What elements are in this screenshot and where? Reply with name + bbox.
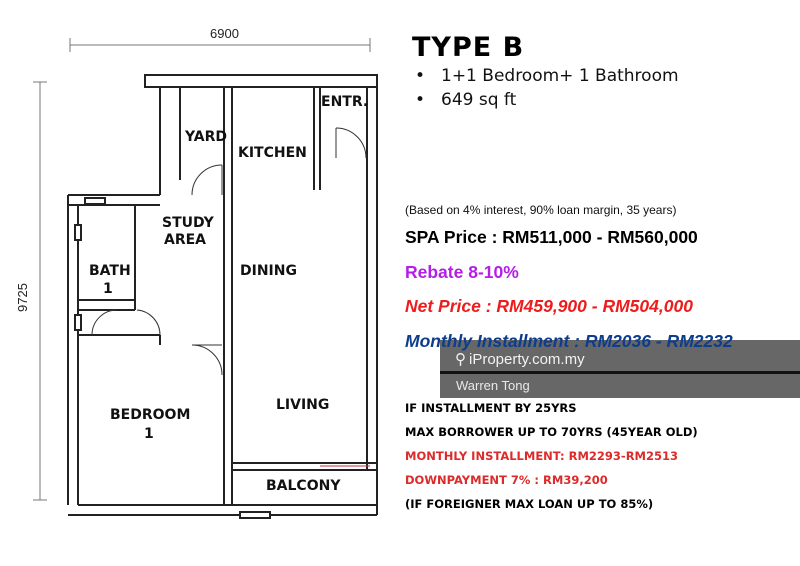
room-label-study-1: STUDY — [162, 215, 214, 231]
room-label-study-2: AREA — [164, 232, 207, 248]
watermark-logo — [455, 350, 585, 368]
bullet-icon: • — [415, 90, 426, 110]
alt-plan-borrower: MAX BORROWER UP TO 70YRS (45YEAR OLD) — [405, 425, 698, 439]
room-label-bedroom-1: BEDROOM — [110, 407, 191, 423]
alt-plan-title: IF INSTALLMENT BY 25YRS — [405, 401, 577, 415]
room-label-balcony: BALCONY — [266, 478, 341, 494]
room-label-entrance: ENTR. — [321, 94, 369, 110]
doors — [92, 128, 366, 375]
rebate: Rebate 8-10% — [405, 262, 519, 282]
room-label-living: LIVING — [276, 397, 330, 413]
watermark-agent: Warren Tong — [456, 378, 530, 393]
width-dimension-label: 6900 — [210, 26, 239, 41]
alt-plan-monthly: MONTHLY INSTALLMENT: RM2293-RM2513 — [405, 449, 679, 463]
feature-text: 1+1 Bedroom+ 1 Bathroom — [441, 66, 679, 86]
alt-plan-downpayment: DOWNPAYMENT 7% : RM39,200 — [405, 473, 608, 487]
unit-type-title: TYPE B — [412, 32, 525, 63]
room-label-yard: YARD — [185, 129, 228, 145]
height-dimension-label: 9725 — [15, 283, 30, 312]
net-price: Net Price : RM459,900 - RM504,000 — [405, 296, 693, 316]
spa-price: SPA Price : RM511,000 - RM560,000 — [405, 227, 698, 247]
room-label-bath-2: 1 — [103, 281, 113, 297]
location-pin-icon: ⚲ — [455, 351, 466, 368]
room-label-bedroom-2: 1 — [144, 426, 154, 442]
alt-plan-foreigner: (IF FOREIGNER MAX LOAN UP TO 85%) — [405, 497, 654, 511]
loan-basis-note: (Based on 4% interest, 90% loan margin, 35 years) — [405, 203, 677, 217]
watermark-divider — [440, 371, 800, 374]
feature-item — [415, 66, 679, 86]
room-label-bath-1: BATH — [89, 263, 131, 279]
bullet-icon: • — [415, 66, 426, 86]
feature-item — [415, 90, 516, 110]
watermark-site: iProperty.com.my — [469, 351, 585, 368]
feature-text: 649 sq ft — [441, 90, 517, 110]
monthly-installment: Monthly Installment : RM2036 - RM2232 — [405, 331, 733, 351]
room-label-kitchen: KITCHEN — [238, 145, 307, 161]
height-dimension — [33, 82, 47, 500]
room-label-dining: DINING — [240, 263, 297, 279]
